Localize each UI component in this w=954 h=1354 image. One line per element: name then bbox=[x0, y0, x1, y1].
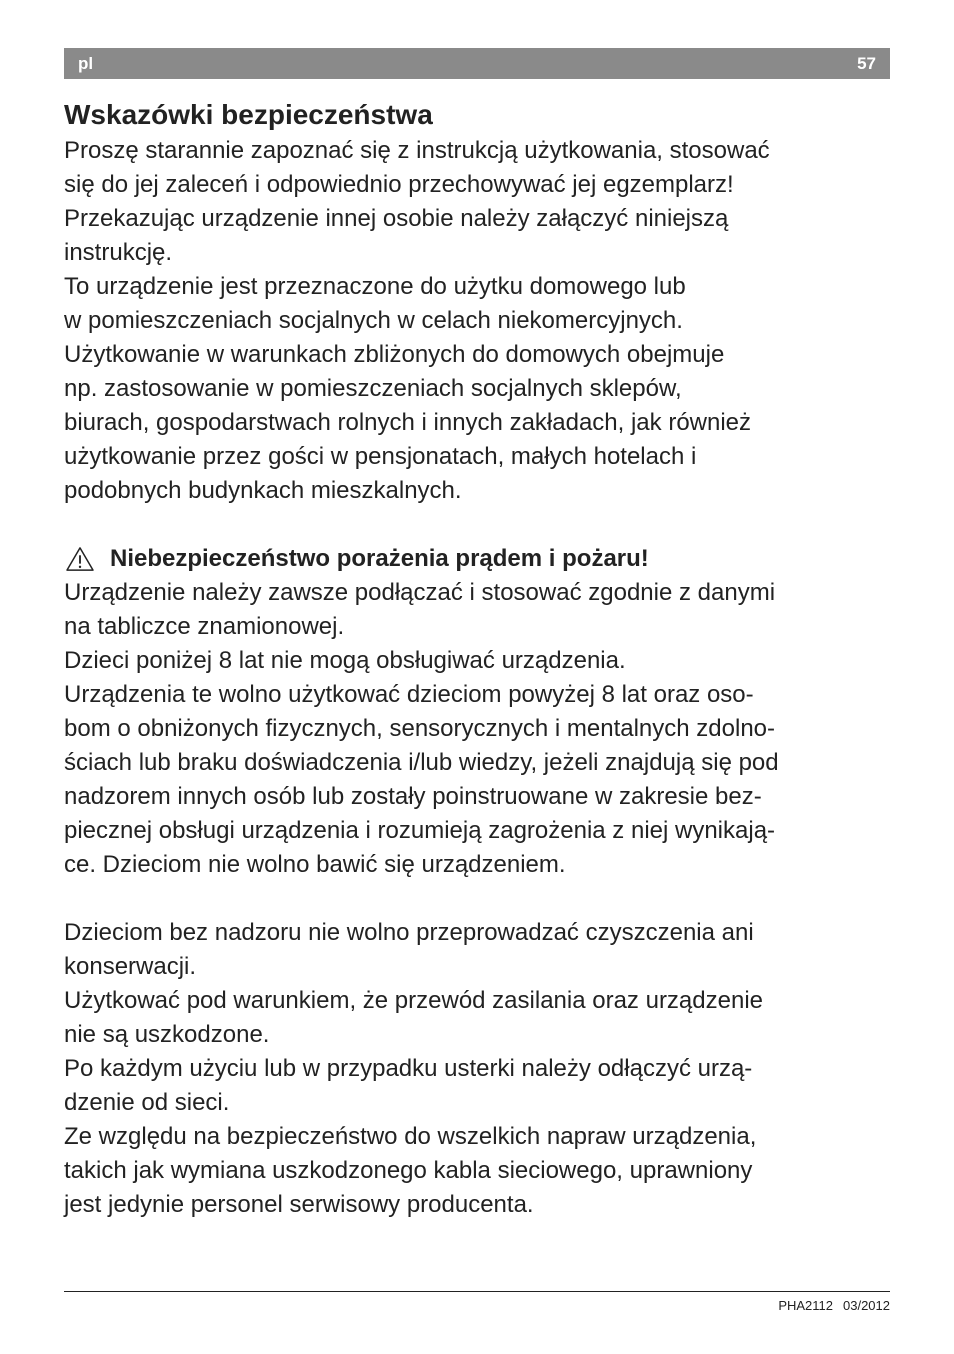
text-line: na tabliczce znamionowej. bbox=[64, 613, 345, 640]
text-line: w pomieszczeniach socjalnych w celach niekomercyjnych. bbox=[64, 307, 683, 334]
language-code: pl bbox=[78, 54, 94, 73]
publication-date: 03/2012 bbox=[843, 1298, 890, 1313]
text-line: takich jak wymiana uszkodzonego kabla sieciowego, uprawniony bbox=[64, 1157, 753, 1184]
page-header-bar bbox=[64, 48, 890, 79]
section-title: Wskazówki bezpieczeństwa bbox=[64, 99, 433, 130]
text-line: Użytkowanie w warunkach zbliżonych do domowych obejmuje bbox=[64, 341, 725, 368]
text-line: Dzieciom bez nadzoru nie wolno przeprowadzać czyszczenia ani bbox=[64, 919, 754, 946]
text-line: Użytkować pod warunkiem, że przewód zasilania oraz urządzenie bbox=[64, 987, 763, 1014]
text-line: np. zastosowanie w pomieszczeniach socjalnych sklepów, bbox=[64, 375, 682, 402]
text-line: Urządzenie należy zawsze podłączać i stosować zgodnie z danymi bbox=[64, 579, 776, 606]
text-line: Po każdym użyciu lub w przypadku usterki należy odłączyć urzą- bbox=[64, 1055, 753, 1082]
text-line: nadzorem innych osób lub zostały poinstruowane w zakresie bez- bbox=[64, 783, 762, 810]
text-line: się do jej zaleceń i odpowiednio przechowywać jej egzemplarz! bbox=[64, 171, 734, 198]
intro-paragraph bbox=[64, 134, 890, 508]
text-line: biurach, gospodarstwach rolnych i innych zakładach, jak również bbox=[64, 409, 752, 436]
text-line: Ze względu na bezpieczeństwo do wszelkich napraw urządzenia, bbox=[64, 1123, 757, 1150]
text-line: użytkowanie przez gości w pensjonatach, małych hotelach i bbox=[64, 443, 697, 470]
text-line: piecznej obsługi urządzenia i rozumieją zagrożenia z niej wynikają- bbox=[64, 817, 776, 844]
text-line: To urządzenie jest przeznaczone do użytku domowego lub bbox=[64, 273, 686, 300]
text-line: podobnych budynkach mieszkalnych. bbox=[64, 477, 462, 504]
warning-paragraph bbox=[64, 576, 890, 882]
text-line: ściach lub braku doświadczenia i/lub wiedzy, jeżeli znajdują się pod bbox=[64, 749, 779, 776]
text-line: konserwacji. bbox=[64, 953, 197, 980]
text-line: nie są uszkodzone. bbox=[64, 1021, 270, 1048]
text-line: jest jedynie personel serwisowy producenta. bbox=[64, 1191, 534, 1218]
text-line: instrukcję. bbox=[64, 239, 173, 266]
paragraph-gap bbox=[64, 882, 890, 916]
text-line: dzenie od sieci. bbox=[64, 1089, 230, 1116]
page-content bbox=[64, 96, 890, 1222]
footer bbox=[778, 1298, 890, 1313]
warning-triangle-icon bbox=[64, 546, 96, 572]
warning-heading bbox=[64, 542, 890, 576]
warning-heading-text: Niebezpieczeństwo porażenia prądem i pożaru! bbox=[110, 545, 649, 572]
text-line: bom o obniżonych fizycznych, sensorycznych i mentalnych zdolno- bbox=[64, 715, 775, 742]
final-paragraph bbox=[64, 916, 890, 1222]
footer-divider bbox=[64, 1291, 890, 1292]
text-line: Proszę starannie zapoznać się z instrukcją użytkowania, stosować bbox=[64, 137, 770, 164]
model-number: PHA2112 bbox=[778, 1298, 833, 1313]
text-line: Przekazując urządzenie innej osobie należy załączyć niniejszą bbox=[64, 205, 729, 232]
text-line: Urządzenia te wolno użytkować dzieciom powyżej 8 lat oraz oso- bbox=[64, 681, 754, 708]
paragraph-gap bbox=[64, 508, 890, 542]
page-number: 57 bbox=[857, 54, 876, 73]
text-line: Dzieci poniżej 8 lat nie mogą obsługiwać urządzenia. bbox=[64, 647, 626, 674]
text-line: ce. Dzieciom nie wolno bawić się urządzeniem. bbox=[64, 851, 566, 878]
